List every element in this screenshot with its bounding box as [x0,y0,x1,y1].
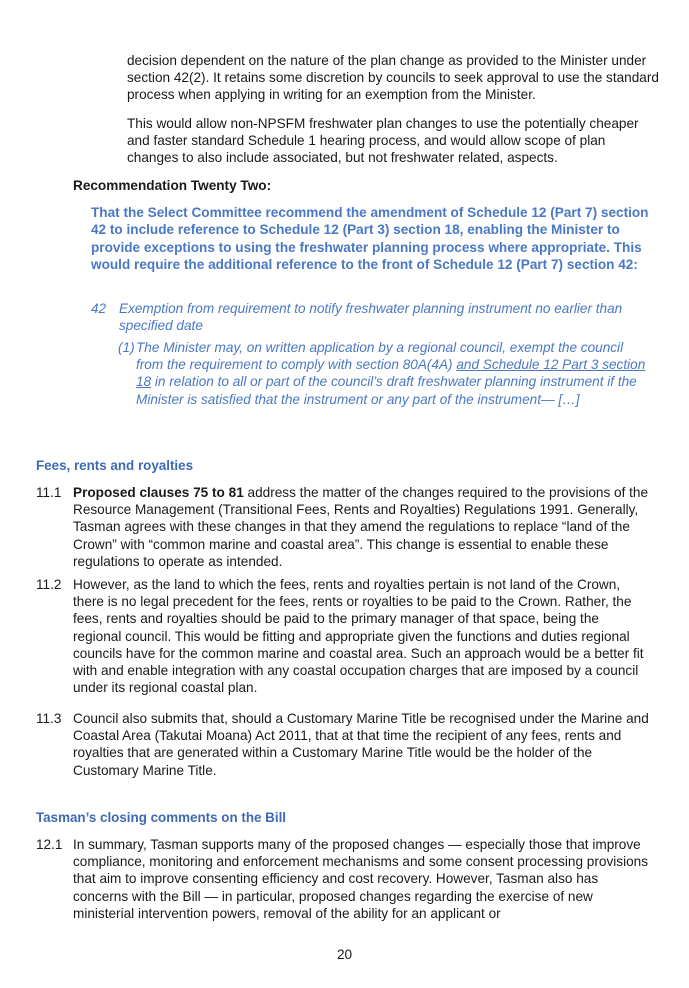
clause-42-1-number: (1) [118,340,135,355]
section-heading-closing: Tasman’s closing comments on the Bill [36,810,287,825]
paragraph-number: 11.1 [36,485,62,500]
clause-42-1 [118,339,653,408]
paragraph-intro: decision dependent on the nature of the plan change as provided to the Minister under section 42(2). It retains some discretion by councils to seek approval to use the standard process when applying in writing for an exemption from the Minister. [127,53,659,103]
numbered-paragraph-11-1 [36,484,651,570]
clause-42-1-text-after: in relation to all or part of the council’s draft freshwater planning instrument if the Minister is satisfied that the instrument or any part of the instrument— […] [136,374,637,407]
clause-42-number: 42 [91,301,107,316]
numbered-paragraph-11-3 [36,710,651,779]
paragraph-body: address the matter of the changes required to the provisions of the Resource Management (Transitional Fees, Rents and Royalties) Regulations 1991. Generally, Tasman agrees with these changes in that they amend the regulations to replace “land of the Crown” with “common marine and coastal area”. This change is essential to enable these regulations to operate as intended. [73,485,649,569]
page-number: 20 [336,947,353,962]
recommendation-heading: Recommendation Twenty Two: [73,178,272,193]
clause-42-text: Exemption from requirement to notify freshwater planning instrument no earlier than specified date [119,301,623,334]
paragraph-text [36,484,651,570]
clause-42-1-text-before: The Minister may, on written application by a regional council, exempt the council from the requirement to comply with section 80A(4A) [136,340,624,373]
paragraph-number: 12.1 [36,837,63,852]
clause-42-1-text [118,339,653,408]
paragraph-text: Council also submits that, should a Customary Marine Title be recognised under the Marine and Coastal Area (Takutai Moana) Act 2011, that at that time the recipient of any fees, rents and royalties that are generated within a Customary Marine Title would be the holder of the Customary Marine Title. [73,711,649,778]
paragraph-bold-lead: Proposed clauses 75 to 81 [73,485,244,500]
paragraph-second: This would allow non-NPSFM freshwater plan changes to use the potentially cheaper and faster standard Schedule 1 hearing process, and would allow scope of plan changes to also include associated, but not freshwater related, aspects. [127,116,639,166]
paragraph-number: 11.2 [36,577,62,592]
paragraph-number: 11.3 [36,711,62,726]
clause-42 [91,300,653,334]
recommendation-body: That the Select Committee recommend the amendment of Schedule 12 (Part 7) section 42 to include reference to Schedule 12 (Part 3) section 18, enabling the Minister to provide exceptions to using the freshwater planning process where appropriate. This would require the additional reference to the front of Schedule 12 (Part 7) section 42: [91,205,649,273]
paragraph-text: In summary, Tasman supports many of the proposed changes — especially those that improve compliance, monitoring and enforcement mechanisms and some consent processing provisions that aim to improve consenting efficiency and cost recovery. However, Tasman also has concerns with the Bill — in particular, proposed changes regarding the exercise of new ministerial intervention powers, removal of the ability for an applicant or [73,837,649,921]
paragraph-text: However, as the land to which the fees, rents and royalties pertain is not land of the Crown, there is no legal precedent for the fees, rents or royalties to be paid to the Crown. Rather, the fees, rents and royalties should be paid to the primary manager of that space, being the regional council. This would be fitting and appropriate given the functions and duties regional councils have for the common marine and coastal area. Such an approach would be a better fit with and enable integration with any coastal occupation charges that are imposed by a council under its regional coastal plan. [73,577,644,696]
section-heading-fees: Fees, rents and royalties [36,458,194,473]
numbered-paragraph-12-1 [36,836,651,922]
clause-42-1-underlined-insertion: and Schedule 12 Part 3 section 18 [136,357,646,390]
numbered-paragraph-11-2 [36,576,651,696]
